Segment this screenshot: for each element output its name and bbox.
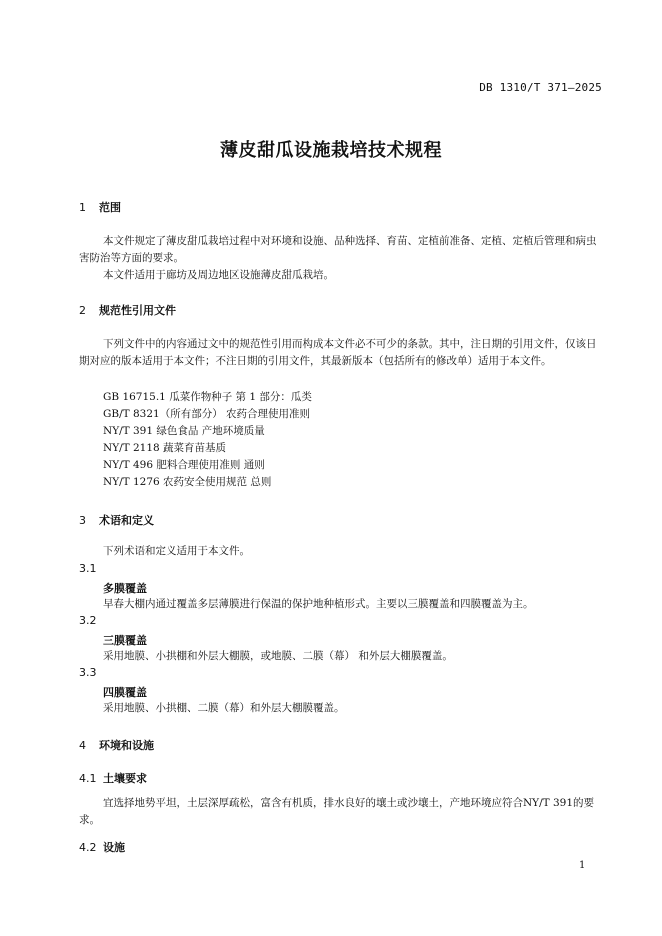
section-number: 1 xyxy=(79,201,86,214)
subsection-4-1-heading xyxy=(79,770,147,786)
paragraph: 宜选择地势平坦，土层深厚疏松，富含有机质，排水良好的壤土或沙壤土，产地环境应符合NY/T 391的要求。 xyxy=(79,797,595,826)
subsection-title: 土壤要求 xyxy=(103,772,147,785)
term-name: 四膜覆盖 xyxy=(103,686,147,699)
section-title: 环境和设施 xyxy=(99,739,154,752)
reference-item: GB 16715.1 瓜菜作物种子 第 1 部分：瓜类 xyxy=(103,391,312,403)
section-1-heading xyxy=(79,199,121,215)
reference-item: NY/T 1276 农药安全使用规范 总则 xyxy=(103,476,272,488)
section-number: 3 xyxy=(79,514,86,527)
term-number: 3.1 xyxy=(79,562,97,575)
paragraph: 本文件适用于廊坊及周边地区设施薄皮甜瓜栽培。 xyxy=(103,269,334,281)
reference-item: NY/T 2118 蔬菜育苗基质 xyxy=(103,442,227,454)
section-4-heading xyxy=(79,737,154,753)
document-title: 薄皮甜瓜设施栽培技术规程 xyxy=(220,140,442,161)
section-3-heading xyxy=(79,512,154,528)
section-number: 4 xyxy=(79,739,86,752)
subsection-number: 4.2 xyxy=(79,841,97,854)
document-number: DB 1310/T 371—2025 xyxy=(479,81,602,94)
term-name: 三膜覆盖 xyxy=(103,634,147,647)
reference-item: NY/T 496 肥料合理使用准则 通则 xyxy=(103,459,265,471)
section-title: 规范性引用文件 xyxy=(99,304,176,317)
paragraph: 下列术语和定义适用于本文件。 xyxy=(103,545,250,557)
reference-item: NY/T 391 绿色食品 产地环境质量 xyxy=(103,425,265,437)
paragraph: 下列文件中的内容通过文中的规范性引用而构成本文件必不可少的条款。其中，注日期的引用文件，仅该日期对应的版本适用于本文件；不注日期的引用文件，其最新版本（包括所有的修改单）适用于本文件。 xyxy=(79,338,597,367)
section-number: 2 xyxy=(79,304,86,317)
term-definition: 采用地膜、小拱棚、二膜（幕）和外层大棚膜覆盖。 xyxy=(103,702,345,714)
section-title: 术语和定义 xyxy=(99,514,154,527)
page-number: 1 xyxy=(579,860,586,871)
term-number: 3.2 xyxy=(79,614,97,627)
subsection-number: 4.1 xyxy=(79,772,97,785)
subsection-title: 设施 xyxy=(103,841,125,854)
paragraph: 本文件规定了薄皮甜瓜栽培过程中对环境和设施、品种选择、育苗、定植前准备、定植、定植后管理和病虫害防治等方面的要求。 xyxy=(79,235,597,264)
subsection-4-2-heading xyxy=(79,839,125,855)
reference-item: GB/T 8321（所有部分） 农药合理使用准则 xyxy=(103,408,311,420)
term-definition: 采用地膜、小拱棚和外层大棚膜，或地膜、二膜（幕） 和外层大棚膜覆盖。 xyxy=(103,650,453,662)
term-number: 3.3 xyxy=(79,666,97,679)
section-title: 范围 xyxy=(99,201,121,214)
term-name: 多膜覆盖 xyxy=(103,582,147,595)
term-definition: 早春大棚内通过覆盖多层薄膜进行保温的保护地种植形式。主要以三膜覆盖和四膜覆盖为主。 xyxy=(103,598,534,610)
section-2-heading xyxy=(79,302,176,318)
